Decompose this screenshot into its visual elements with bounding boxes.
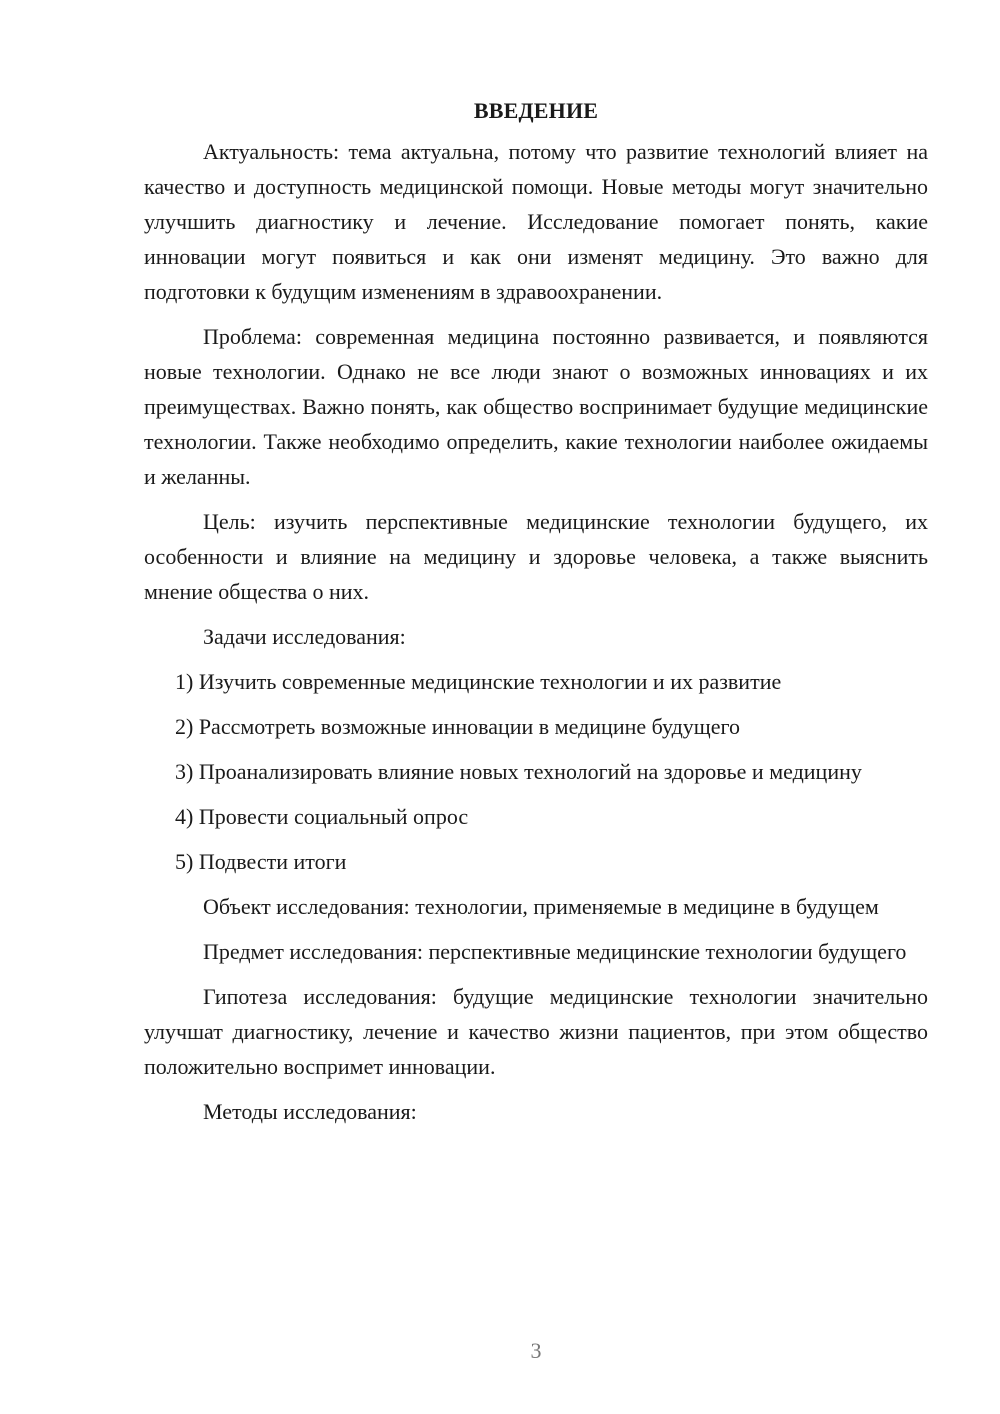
subject-paragraph: Предмет исследования: перспективные медицинские технологии будущего <box>203 939 907 964</box>
relevance-paragraph: Актуальность: тема актуальна, потому что развитие технологий влияет на качество и доступность медицинской помощи. Новые методы могут значительно улучшить диагностику и лечение. Исследование помогает понять, какие инновации могут появиться и как они изменят медицину. Это важно для подготовки к будущим изменениям в здравоохранении. <box>144 139 928 304</box>
page-title: ВВЕДЕНИЕ <box>473 98 599 123</box>
task-item: 3) Проанализировать влияние новых технологий на здоровье и медицину <box>175 759 862 784</box>
task-item: 2) Рассмотреть возможные инновации в медицине будущего <box>175 714 740 739</box>
goal-paragraph: Цель: изучить перспективные медицинские технологии будущего, их особенности и влияние на медицину и здоровье человека, а также выяснить мнение общества о них. <box>144 509 928 604</box>
tasks-heading: Задачи исследования: <box>203 624 406 649</box>
task-item: 1) Изучить современные медицинские технологии и их развитие <box>175 669 782 694</box>
methods-heading: Методы исследования: <box>203 1099 417 1124</box>
page-number: 3 <box>530 1338 542 1363</box>
problem-paragraph: Проблема: современная медицина постоянно развивается, и появляются новые технологии. Однако не все люди знают о возможных инновациях и их преимуществах. Важно понять, как общество воспринимает будущие медицинские технологии. Также необходимо определить, какие технологии наиболее ожидаемы и желанны. <box>144 324 928 489</box>
task-item: 4) Провести социальный опрос <box>175 804 469 829</box>
task-item: 5) Подвести итоги <box>175 849 347 874</box>
document-body <box>144 93 928 1139</box>
object-paragraph: Объект исследования: технологии, применяемые в медицине в будущем <box>203 894 879 919</box>
hypothesis-paragraph: Гипотеза исследования: будущие медицинские технологии значительно улучшат диагностику, лечение и качество жизни пациентов, при этом общество положительно воспримет инновации. <box>144 984 928 1079</box>
